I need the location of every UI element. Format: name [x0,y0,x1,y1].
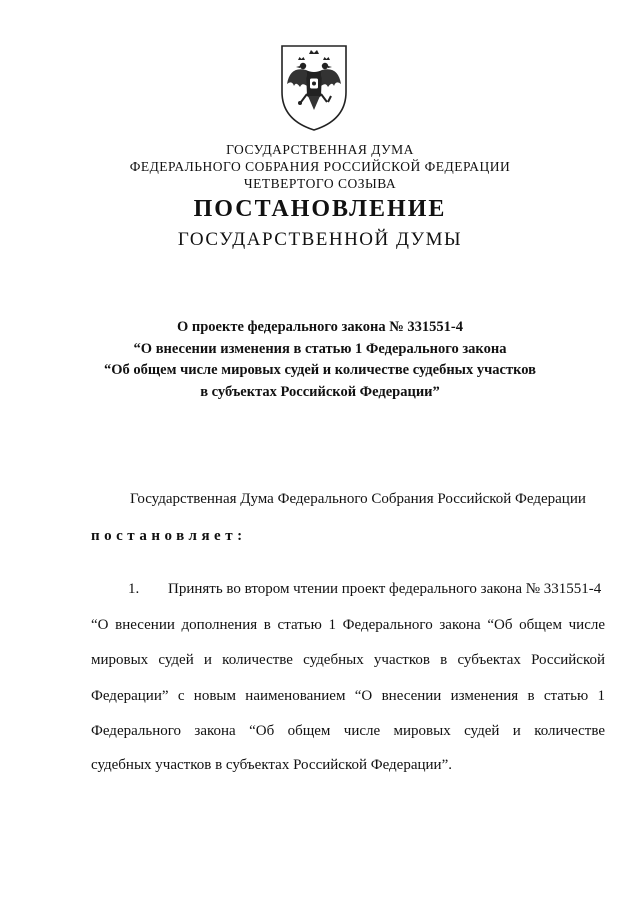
item-text: “О внесении дополнения в статью 1 Федерального закона “Об общем числе [91,617,605,633]
subject-block [0,317,640,403]
item-text-line: Принять во втором чтении проект федерального закона № 331551-4 [168,581,602,597]
item-text: Федерации” с новым наименованием “О внесении изменения в статью 1 [91,688,605,704]
decree-word: постановляет: [91,528,247,544]
subject-line: О проекте федерального закона № 331551-4 [176,319,464,335]
subject-line: в субъектах Российской Федерации” [200,383,440,400]
subject-line: “О внесении изменения в статью 1 Федерального закона [133,340,507,357]
item-text-line: судебных участков в субъектах Российской Федерации”. [91,757,452,773]
document-subtitle: ГОСУДАРСТВЕННОЙ ДУМЫ [177,229,463,250]
item-text: мировых судей и количестве судебных участков в субъектах Российской [91,652,605,668]
document-title: ПОСТАНОВЛЕНИЕ [193,196,447,222]
item-text-line [91,723,605,740]
header-line-duma: ГОСУДАРСТВЕННАЯ ДУМА [226,142,414,157]
intro-paragraph: Государственная Дума Федерального Собрания Российской Федерации [130,491,586,507]
subject-line: “Об общем числе мировых судей и количестве судебных участков [104,362,536,378]
item-text-line [91,617,605,634]
header-line-convocation: ЧЕТВЕРТОГО СОЗЫВА [243,176,397,191]
item-number: 1. [128,581,140,597]
item-text: Федерального закона “Об общем числе мировых судей и количестве [91,723,605,739]
item-text-line [91,652,605,669]
double-headed-eagle-icon [276,40,352,134]
header-line-federal-assembly: ФЕДЕРАЛЬНОГО СОБРАНИЯ РОССИЙСКОЙ ФЕДЕРАЦИИ [129,159,511,174]
item-text-line [91,688,605,705]
